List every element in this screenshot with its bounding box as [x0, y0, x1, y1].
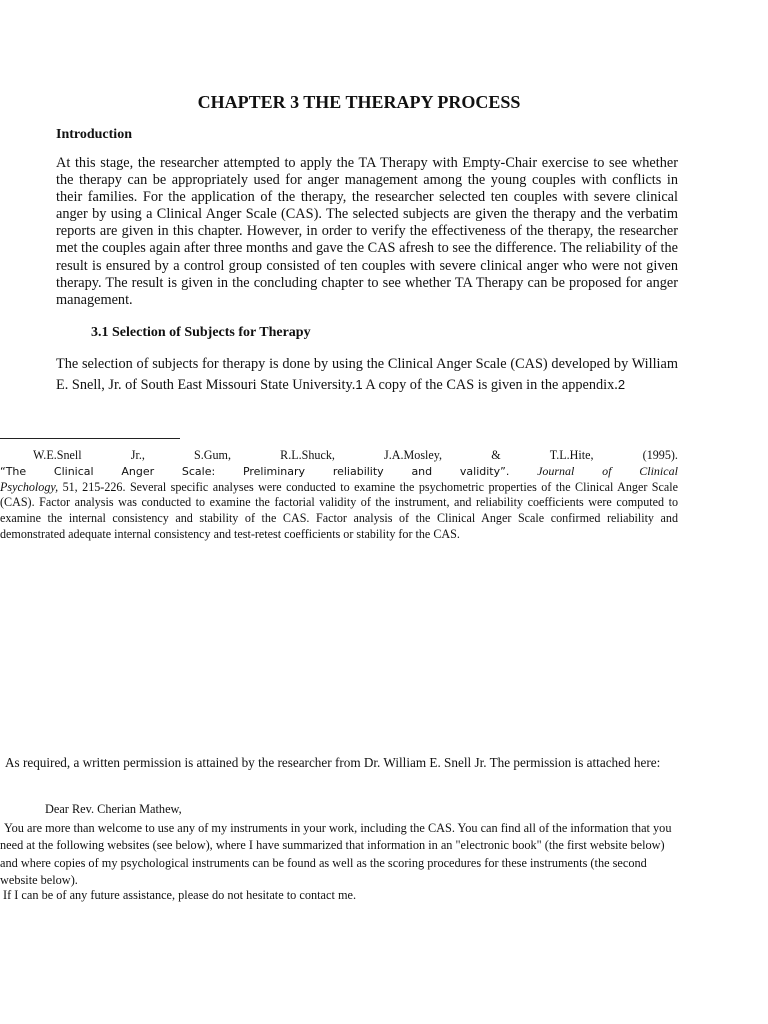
footnote-journal-last: Psychology,: [0, 479, 59, 494]
footnote-journal-word: Journal: [537, 463, 575, 478]
footnote-author: J.A.Mosley,: [384, 448, 443, 462]
footnote-authors-line: [0, 448, 678, 464]
selection-paragraph: [56, 355, 678, 395]
section-3-1-heading: 3.1 Selection of Subjects for Therapy: [91, 325, 311, 340]
permission-paragraph: As required, a written permission is attained by the researcher from Dr. William E. Snell Jr. The permission is attached here:: [5, 755, 661, 770]
footnote-body: [0, 480, 678, 543]
footnote-ref-1[interactable]: 1: [355, 376, 363, 392]
footnote-author: R.L.Shuck,: [280, 448, 335, 462]
letter-closing: If I can be of any future assistance, please do not hesitate to contact me.: [3, 888, 357, 902]
footnote-title-word: Clinical: [53, 464, 94, 478]
footnote-year: (1995).: [642, 448, 678, 462]
footnote-author: Jr.,: [130, 448, 145, 462]
footnote-author: &: [491, 448, 501, 462]
footnote: [0, 448, 678, 543]
footnote-author: W.E.Snell: [33, 448, 82, 462]
selection-text-part1: The selection of subjects for therapy is done by using the Clinical Anger Scale (CAS) developed by William E. Snell, Jr. of South East Missouri State University.: [56, 356, 678, 393]
chapter-title: CHAPTER 3 THE THERAPY PROCESS: [197, 92, 521, 112]
footnote-title-word: “The: [0, 464, 27, 478]
footnote-ref-2[interactable]: 2: [617, 376, 626, 392]
letter-body: You are more than welcome to use any of my instruments in your work, including the CAS. You can find all of the information that you need at the following websites (see below), where I have summarized that information in an "electronic book" (the first website below) and where copies of my psychological instruments can be found as well as the scoring procedures for these instruments (the second website below).: [0, 821, 672, 888]
footnote-title-word: Preliminary: [242, 464, 306, 478]
footnote-rest-text: 51, 215-226. Several specific analyses were conducted to examine the psychometric properties of the Clinical Anger Scale (CAS). Factor analysis was conducted to examine the factorial validity of the instrument, and reliability coefficients were computed to examine the internal consistency and stability of the CAS. Factor analysis of the Clinical Anger Scale confirmed reliability and demonstrated adequate internal consistency and test-retest coefficients or stability for the CAS.: [0, 479, 678, 541]
footnote-title-word: validity”.: [459, 464, 510, 478]
footnote-title-line: [0, 464, 678, 480]
selection-text-part2: A copy of the CAS is given in the appendix.: [362, 376, 618, 393]
footnote-author: S.Gum,: [194, 448, 231, 462]
footnote-title-word: Scale:: [181, 464, 216, 478]
letter-greeting: Dear Rev. Cherian Mathew,: [45, 802, 182, 816]
footnote-journal-word: Clinical: [639, 463, 678, 478]
footnote-title-word: reliability: [332, 464, 384, 478]
footnote-author: T.L.Hite,: [549, 448, 594, 462]
footnote-divider: [0, 438, 180, 439]
footnote-journal-word: of: [602, 463, 612, 478]
footnote-title-word: Anger: [121, 464, 155, 478]
introduction-paragraph: At this stage, the researcher attempted to apply the TA Therapy with Empty-Chair exercise to see whether the therapy can be appropriately used for anger management among the young couples with conflicts in their families. For the application of the therapy, the researcher selected ten couples with severe clinical anger by using a Clinical Anger Scale (CAS). The selected subjects are given the therapy and the verbatim reports are given in this chapter. However, in order to verify the effectiveness of the therapy, the researcher met the couples again after three months and gave the CAS afresh to see the difference. The reliability of the result is ensured by a control group consisted of ten couples with severe clinical anger who were not given therapy. The result is given in the concluding chapter to see whether TA Therapy can be proposed for anger management.: [56, 155, 678, 308]
footnote-title-word: and: [411, 464, 433, 478]
introduction-heading: Introduction: [56, 127, 132, 142]
